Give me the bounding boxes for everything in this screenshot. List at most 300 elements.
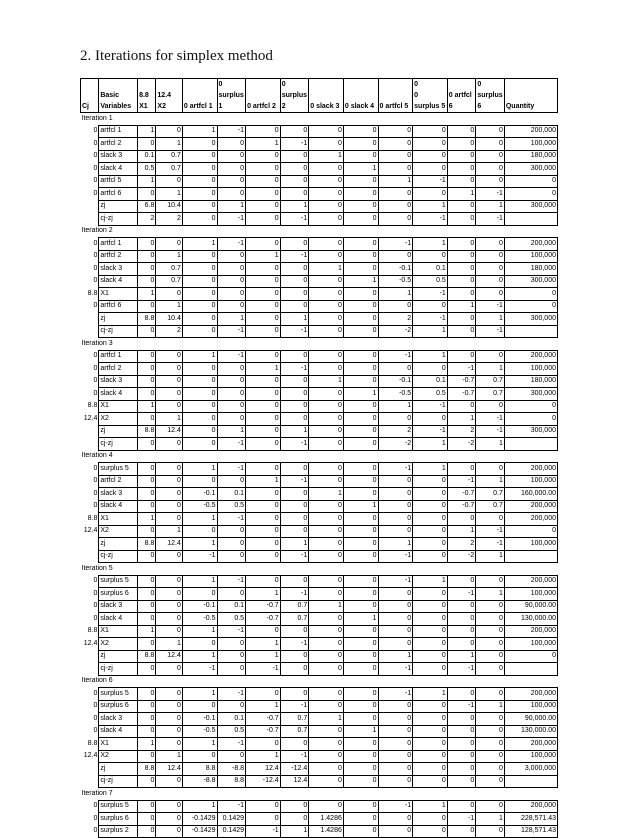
value-cell: 0: [378, 488, 413, 501]
value-cell: 0: [476, 725, 505, 738]
value-cell: 0: [343, 375, 378, 388]
value-cell: 1: [343, 388, 378, 401]
cj-cell: 0: [93, 589, 98, 597]
value-cell: 0: [343, 513, 378, 526]
value-cell: -1: [378, 663, 413, 676]
value-cell: 0: [246, 375, 281, 388]
value-cell: 0: [156, 613, 182, 626]
value-cell: 0: [378, 725, 413, 738]
variable-cell: zj: [99, 538, 138, 551]
value-cell: 0: [447, 238, 476, 251]
value-cell: 0: [182, 475, 217, 488]
quantity-cell: 100,000: [504, 638, 557, 651]
value-cell: 1: [138, 400, 156, 413]
value-cell: 0: [413, 138, 448, 151]
value-cell: 0: [378, 475, 413, 488]
value-cell: -1: [217, 213, 246, 226]
iteration-label-row: [81, 675, 558, 688]
table-row: [81, 513, 558, 526]
value-cell: 8.8: [138, 650, 156, 663]
value-cell: 0: [309, 200, 344, 213]
value-cell: 0: [309, 163, 344, 176]
value-cell: 0: [280, 375, 309, 388]
value-cell: 0: [343, 700, 378, 713]
value-cell: 0: [156, 713, 182, 726]
value-cell: 1: [309, 488, 344, 501]
value-cell: 1: [156, 188, 182, 201]
value-cell: 0: [156, 800, 182, 813]
value-cell: 0: [280, 388, 309, 401]
variable-cell: slack 4: [99, 725, 138, 738]
value-cell: 0: [156, 375, 182, 388]
value-cell: 0: [217, 275, 246, 288]
value-cell: 0: [476, 288, 505, 301]
value-cell: 0: [476, 763, 505, 776]
value-cell: 0: [343, 625, 378, 638]
value-cell: 0: [217, 188, 246, 201]
value-cell: 10.4: [156, 313, 182, 326]
value-cell: 0: [447, 325, 476, 338]
value-cell: 0: [309, 350, 344, 363]
value-cell: 0: [138, 588, 156, 601]
value-cell: 1: [309, 600, 344, 613]
value-cell: 0: [476, 575, 505, 588]
value-cell: 0: [447, 638, 476, 651]
value-cell: -1: [280, 325, 309, 338]
value-cell: 0.1: [413, 375, 448, 388]
value-cell: 0: [309, 313, 344, 326]
value-cell: -1: [378, 463, 413, 476]
variable-cell: slack 4: [99, 163, 138, 176]
value-cell: 0: [309, 238, 344, 251]
value-cell: -1: [378, 238, 413, 251]
value-cell: 0: [343, 463, 378, 476]
value-cell: 0: [138, 600, 156, 613]
value-cell: -8.8: [217, 763, 246, 776]
value-cell: 1: [476, 813, 505, 826]
value-cell: 0: [309, 550, 344, 563]
variable-cell: surplus 5: [99, 800, 138, 813]
cj-cell: [81, 425, 99, 438]
value-cell: 0: [138, 525, 156, 538]
value-cell: 1: [476, 588, 505, 601]
value-cell: 0: [156, 825, 182, 838]
iteration-label-row: [81, 563, 558, 576]
value-cell: 0: [309, 175, 344, 188]
variable-cell: slack 3: [99, 713, 138, 726]
value-cell: 0: [156, 350, 182, 363]
value-cell: 0: [217, 663, 246, 676]
value-cell: 0: [182, 275, 217, 288]
table-row: [81, 138, 558, 151]
value-cell: 0.5: [217, 500, 246, 513]
value-cell: -1: [476, 538, 505, 551]
table-row: [81, 575, 558, 588]
value-cell: 0.1: [217, 488, 246, 501]
value-cell: 0: [182, 313, 217, 326]
value-cell: 0: [246, 738, 281, 751]
header-cell: surplus: [217, 90, 246, 101]
value-cell: 1: [413, 800, 448, 813]
value-cell: 0: [246, 413, 281, 426]
value-cell: 1: [182, 625, 217, 638]
cj-cell: 0: [93, 814, 98, 822]
value-cell: 0: [182, 138, 217, 151]
value-cell: 1: [378, 288, 413, 301]
value-cell: 8.8: [138, 538, 156, 551]
value-cell: 0: [343, 738, 378, 751]
value-cell: 0: [217, 288, 246, 301]
value-cell: -1: [413, 175, 448, 188]
value-cell: 1: [378, 175, 413, 188]
quantity-cell: 200,000: [504, 575, 557, 588]
value-cell: 0: [343, 525, 378, 538]
value-cell: 0: [447, 763, 476, 776]
header-cell: [182, 90, 217, 101]
table-row: [81, 700, 558, 713]
value-cell: 0: [343, 150, 378, 163]
value-cell: 0: [280, 488, 309, 501]
value-cell: 0: [447, 613, 476, 626]
cj-cell: 0: [93, 164, 98, 172]
value-cell: -1: [476, 413, 505, 426]
table-row: [81, 363, 558, 376]
value-cell: 0: [343, 188, 378, 201]
value-cell: 0: [476, 163, 505, 176]
value-cell: 0: [413, 600, 448, 613]
value-cell: 1: [413, 200, 448, 213]
variable-cell: artfcl 1: [99, 350, 138, 363]
value-cell: -1: [413, 425, 448, 438]
variable-cell: zj: [99, 200, 138, 213]
value-cell: 12.4: [246, 763, 281, 776]
quantity-cell: 0: [504, 650, 557, 663]
value-cell: 0: [246, 438, 281, 451]
variable-cell: zj: [99, 313, 138, 326]
value-cell: 1: [156, 750, 182, 763]
value-cell: 0: [447, 575, 476, 588]
value-cell: 1: [138, 625, 156, 638]
value-cell: 0: [447, 750, 476, 763]
quantity-cell: 200,000: [504, 350, 557, 363]
value-cell: 0: [246, 288, 281, 301]
header-cell: 0: [476, 79, 505, 91]
value-cell: 0: [182, 300, 217, 313]
value-cell: -1: [182, 663, 217, 676]
value-cell: -1: [476, 188, 505, 201]
value-cell: 0: [156, 588, 182, 601]
table-header: [81, 79, 558, 113]
cj-cell: 12.4: [83, 639, 98, 647]
cj-cell: 12.4: [83, 414, 98, 422]
value-cell: 0: [182, 425, 217, 438]
variable-cell: slack 4: [99, 388, 138, 401]
value-cell: 0: [447, 463, 476, 476]
value-cell: 0: [413, 538, 448, 551]
value-cell: 0: [156, 725, 182, 738]
table-row: [81, 400, 558, 413]
value-cell: 0: [280, 650, 309, 663]
value-cell: -1: [182, 550, 217, 563]
value-cell: -1: [447, 663, 476, 676]
value-cell: 0: [476, 263, 505, 276]
value-cell: 1: [182, 738, 217, 751]
value-cell: 0: [217, 475, 246, 488]
quantity-cell: 200,000: [504, 625, 557, 638]
value-cell: 0: [138, 750, 156, 763]
value-cell: 1: [280, 538, 309, 551]
value-cell: 0: [138, 825, 156, 838]
cj-cell: 0: [93, 352, 98, 360]
value-cell: 1: [182, 688, 217, 701]
value-cell: 0: [378, 188, 413, 201]
cj-cell: 0: [93, 389, 98, 397]
value-cell: 0.7: [280, 713, 309, 726]
value-cell: 1: [280, 825, 309, 838]
table-row: [81, 313, 558, 326]
table-row: [81, 163, 558, 176]
value-cell: 0: [217, 375, 246, 388]
value-cell: 0: [413, 713, 448, 726]
value-cell: 0: [476, 150, 505, 163]
value-cell: 0: [309, 775, 344, 788]
value-cell: 0: [138, 325, 156, 338]
value-cell: 1: [476, 700, 505, 713]
header-cell: [504, 90, 557, 101]
value-cell: 0: [378, 588, 413, 601]
value-cell: 1: [309, 150, 344, 163]
table-row: [81, 588, 558, 601]
value-cell: 0: [447, 150, 476, 163]
value-cell: 0: [343, 488, 378, 501]
value-cell: 12.4: [156, 763, 182, 776]
value-cell: 0: [246, 125, 281, 138]
cj-cell: 0: [93, 602, 98, 610]
quantity-cell: 130,000.00: [504, 613, 557, 626]
value-cell: 0: [309, 288, 344, 301]
value-cell: -1: [217, 325, 246, 338]
quantity-cell: 100,000: [504, 475, 557, 488]
value-cell: -0.1429: [182, 813, 217, 826]
variable-cell: cj-zj: [99, 775, 138, 788]
header-cell: [447, 79, 476, 91]
value-cell: 1: [280, 425, 309, 438]
quantity-cell: 0: [504, 188, 557, 201]
value-cell: 0: [413, 300, 448, 313]
value-cell: 1: [138, 125, 156, 138]
value-cell: 0: [280, 263, 309, 276]
quantity-cell: 100,000: [504, 700, 557, 713]
value-cell: 0: [138, 413, 156, 426]
value-cell: 0: [413, 525, 448, 538]
cj-cell: 0: [93, 189, 98, 197]
header-row: [81, 79, 558, 91]
value-cell: -1: [280, 700, 309, 713]
value-cell: -0.7: [447, 500, 476, 513]
value-cell: 0: [217, 538, 246, 551]
value-cell: 0: [343, 363, 378, 376]
value-cell: 0: [476, 463, 505, 476]
value-cell: 0: [476, 650, 505, 663]
cj-cell: 8.8: [87, 739, 98, 747]
header-cell: X1: [138, 101, 156, 113]
value-cell: 0: [138, 713, 156, 726]
value-cell: 0: [413, 825, 448, 838]
value-cell: 0: [343, 313, 378, 326]
value-cell: 0: [378, 125, 413, 138]
quantity-cell: 100,000: [504, 588, 557, 601]
value-cell: 0: [246, 388, 281, 401]
table-row: [81, 825, 558, 838]
cj-cell: 0: [93, 827, 98, 835]
value-cell: 0: [138, 263, 156, 276]
value-cell: 0: [413, 650, 448, 663]
value-cell: 0: [156, 438, 182, 451]
variable-cell: cj-zj: [99, 213, 138, 226]
value-cell: -1: [378, 550, 413, 563]
cj-cell: 0: [93, 277, 98, 285]
value-cell: 6.8: [138, 200, 156, 213]
table-row: [81, 250, 558, 263]
value-cell: 0: [138, 475, 156, 488]
cj-cell: 0: [93, 702, 98, 710]
value-cell: 1.4286: [309, 825, 344, 838]
value-cell: 0: [217, 700, 246, 713]
value-cell: 8.8: [138, 763, 156, 776]
iteration-label: Iteration 4: [81, 452, 113, 460]
variable-cell: cj-zj: [99, 438, 138, 451]
value-cell: 0: [138, 300, 156, 313]
variable-cell: zj: [99, 650, 138, 663]
cj-cell: 0: [93, 264, 98, 272]
value-cell: 1: [138, 513, 156, 526]
value-cell: 0: [280, 800, 309, 813]
variable-cell: surplus 6: [99, 700, 138, 713]
value-cell: 0: [476, 125, 505, 138]
quantity-cell: 200,000: [504, 463, 557, 476]
variable-cell: X2: [99, 525, 138, 538]
value-cell: 0: [413, 550, 448, 563]
page-title: 2. Iterations for simplex method: [80, 48, 273, 64]
value-cell: 0: [447, 288, 476, 301]
quantity-cell: 90,000.00: [504, 713, 557, 726]
variable-cell: cj-zj: [99, 550, 138, 563]
value-cell: 0: [280, 288, 309, 301]
table-row: [81, 550, 558, 563]
value-cell: 1: [476, 363, 505, 376]
value-cell: -1: [476, 300, 505, 313]
value-cell: 0: [309, 638, 344, 651]
value-cell: 1: [378, 538, 413, 551]
value-cell: 0: [343, 400, 378, 413]
header-cell: 0: [413, 79, 448, 91]
quantity-cell: [504, 213, 557, 226]
cj-cell: [81, 663, 99, 676]
table-row: [81, 750, 558, 763]
value-cell: 1: [309, 375, 344, 388]
value-cell: 0: [378, 825, 413, 838]
value-cell: 0: [447, 725, 476, 738]
value-cell: 0: [309, 725, 344, 738]
value-cell: 1: [246, 700, 281, 713]
value-cell: 12.4: [156, 538, 182, 551]
value-cell: 0: [280, 813, 309, 826]
quantity-cell: 300,000: [504, 388, 557, 401]
variable-cell: cj-zj: [99, 663, 138, 676]
table-row: [81, 213, 558, 226]
value-cell: -1: [280, 363, 309, 376]
value-cell: -1: [378, 688, 413, 701]
value-cell: 0.7: [156, 263, 182, 276]
value-cell: 0: [309, 525, 344, 538]
value-cell: 0: [447, 800, 476, 813]
value-cell: 0: [156, 550, 182, 563]
quantity-cell: 200,000: [504, 800, 557, 813]
value-cell: 1: [280, 313, 309, 326]
value-cell: 0: [138, 350, 156, 363]
value-cell: 0: [413, 700, 448, 713]
value-cell: -1: [476, 325, 505, 338]
value-cell: 0: [343, 125, 378, 138]
value-cell: 0: [447, 350, 476, 363]
cj-cell: [81, 538, 99, 551]
value-cell: 0.5: [217, 613, 246, 626]
table-body: [81, 113, 558, 838]
value-cell: 0.1429: [217, 813, 246, 826]
cj-cell: 0: [93, 152, 98, 160]
value-cell: 0: [246, 688, 281, 701]
value-cell: 0: [182, 150, 217, 163]
value-cell: 0: [343, 800, 378, 813]
variable-cell: X1: [99, 400, 138, 413]
value-cell: -0.1: [182, 488, 217, 501]
quantity-cell: 300,000: [504, 425, 557, 438]
header-cell: 0 artfcl 5: [378, 101, 413, 113]
value-cell: 0: [413, 725, 448, 738]
value-cell: 0: [182, 400, 217, 413]
value-cell: 0: [280, 413, 309, 426]
quantity-cell: 200,000: [504, 738, 557, 751]
value-cell: 1: [413, 238, 448, 251]
value-cell: 0: [217, 138, 246, 151]
value-cell: 0: [476, 350, 505, 363]
value-cell: 0: [280, 663, 309, 676]
table-row: [81, 613, 558, 626]
table-row: [81, 375, 558, 388]
value-cell: 1: [182, 350, 217, 363]
value-cell: 0: [413, 663, 448, 676]
value-cell: 0: [309, 275, 344, 288]
value-cell: -2: [447, 438, 476, 451]
value-cell: 0: [309, 213, 344, 226]
cj-cell: 0: [93, 252, 98, 260]
value-cell: 0: [138, 800, 156, 813]
value-cell: 0.7: [476, 388, 505, 401]
value-cell: -0.5: [182, 500, 217, 513]
value-cell: 0: [280, 738, 309, 751]
cj-cell: 0: [93, 377, 98, 385]
value-cell: 0: [447, 600, 476, 613]
value-cell: 1: [246, 750, 281, 763]
value-cell: 1: [246, 250, 281, 263]
value-cell: 0: [343, 325, 378, 338]
quantity-cell: 160,000.00: [504, 488, 557, 501]
value-cell: 0: [413, 613, 448, 626]
value-cell: 0.1429: [217, 825, 246, 838]
value-cell: 1: [217, 313, 246, 326]
quantity-cell: 200,000: [504, 500, 557, 513]
value-cell: 0: [217, 263, 246, 276]
